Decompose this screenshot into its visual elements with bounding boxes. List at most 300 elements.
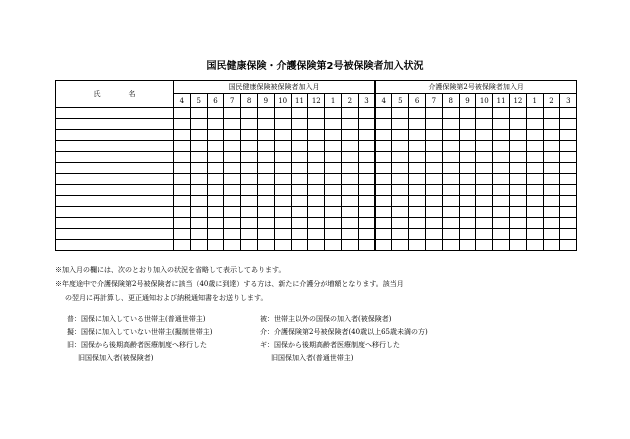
month-cell	[493, 152, 510, 163]
month-cell	[510, 108, 527, 119]
month-cell	[375, 130, 392, 141]
legend-right	[260, 313, 428, 365]
month-cell	[174, 229, 191, 240]
month-cell	[476, 240, 493, 251]
name-cell	[56, 108, 174, 119]
month-cell	[493, 163, 510, 174]
legend-item-kyu-cont: 旧国保加入者(被保険者)	[78, 354, 154, 362]
note-line-1: ※加入月の欄には、次のとおり加入の状況を省略して表示してあります。	[55, 266, 286, 274]
notes	[55, 263, 575, 305]
month-cell	[241, 207, 258, 218]
month-cell	[459, 108, 476, 119]
month-cell	[442, 240, 459, 251]
month-cell	[241, 218, 258, 229]
month-cell	[392, 229, 409, 240]
month-cell	[174, 174, 191, 185]
month-cell	[543, 119, 560, 130]
month-cell	[459, 152, 476, 163]
month-cell	[375, 185, 392, 196]
month-cell	[257, 207, 274, 218]
month-cell	[375, 119, 392, 130]
month-cell	[224, 196, 241, 207]
month-cell	[442, 152, 459, 163]
month-cell	[325, 119, 342, 130]
month-cell	[274, 207, 291, 218]
month-cell	[476, 218, 493, 229]
month-cell	[459, 141, 476, 152]
nhi-month-header: 5	[190, 94, 207, 108]
name-header-b: 名	[128, 90, 136, 98]
name-column-header	[56, 81, 174, 108]
month-cell	[442, 229, 459, 240]
month-cell	[392, 130, 409, 141]
care-month-header: 7	[426, 94, 443, 108]
name-cell	[56, 240, 174, 251]
month-cell	[341, 174, 358, 185]
month-cell	[241, 141, 258, 152]
month-cell	[459, 163, 476, 174]
month-cell	[207, 207, 224, 218]
month-cell	[426, 229, 443, 240]
month-cell	[409, 207, 426, 218]
month-cell	[190, 218, 207, 229]
month-cell	[426, 218, 443, 229]
month-cell	[358, 174, 375, 185]
month-cell	[358, 119, 375, 130]
month-cell	[510, 174, 527, 185]
month-cell	[341, 130, 358, 141]
month-cell	[291, 185, 308, 196]
month-cell	[543, 185, 560, 196]
month-cell	[442, 141, 459, 152]
month-cell	[325, 163, 342, 174]
month-cell	[476, 229, 493, 240]
care-month-header: 9	[459, 94, 476, 108]
month-cell	[308, 207, 325, 218]
month-cell	[526, 152, 543, 163]
month-cell	[510, 196, 527, 207]
month-cell	[459, 240, 476, 251]
month-cell	[224, 119, 241, 130]
month-cell	[358, 229, 375, 240]
month-cell	[174, 163, 191, 174]
month-cell	[341, 108, 358, 119]
month-cell	[426, 185, 443, 196]
month-cell	[207, 185, 224, 196]
care-month-header: 4	[375, 94, 392, 108]
month-cell	[560, 240, 577, 251]
month-cell	[392, 141, 409, 152]
month-cell	[526, 174, 543, 185]
month-cell	[308, 108, 325, 119]
month-cell	[392, 240, 409, 251]
legend-item-kai: 介：介護保険第2号被保険者(40歳以上65歳未満の方)	[260, 328, 428, 336]
month-cell	[442, 196, 459, 207]
month-cell	[274, 218, 291, 229]
table-row	[56, 196, 577, 207]
month-cell	[358, 163, 375, 174]
month-cell	[442, 174, 459, 185]
month-cell	[291, 240, 308, 251]
table-row	[56, 207, 577, 218]
table-row	[56, 141, 577, 152]
month-cell	[526, 130, 543, 141]
month-cell	[207, 196, 224, 207]
name-cell	[56, 152, 174, 163]
name-cell	[56, 174, 174, 185]
nhi-month-header: 7	[224, 94, 241, 108]
month-cell	[291, 196, 308, 207]
month-cell	[510, 240, 527, 251]
month-cell	[190, 141, 207, 152]
month-cell	[409, 108, 426, 119]
legend-item-gisei: 擬：国保に加入していない世帯主(擬制世帯主)	[67, 328, 213, 336]
month-cell	[459, 174, 476, 185]
month-cell	[392, 174, 409, 185]
care-month-header: 2	[543, 94, 560, 108]
month-cell	[224, 141, 241, 152]
month-cell	[325, 196, 342, 207]
month-cell	[358, 196, 375, 207]
nhi-month-header: 6	[207, 94, 224, 108]
month-cell	[442, 207, 459, 218]
table-row	[56, 174, 577, 185]
month-cell	[325, 229, 342, 240]
month-cell	[257, 130, 274, 141]
month-cell	[409, 152, 426, 163]
month-cell	[207, 108, 224, 119]
month-cell	[308, 185, 325, 196]
month-cell	[341, 207, 358, 218]
month-cell	[459, 229, 476, 240]
month-cell	[543, 108, 560, 119]
month-cell	[409, 229, 426, 240]
month-cell	[241, 196, 258, 207]
month-cell	[325, 218, 342, 229]
month-cell	[241, 119, 258, 130]
month-cell	[291, 229, 308, 240]
month-cell	[543, 174, 560, 185]
month-cell	[257, 152, 274, 163]
month-cell	[274, 240, 291, 251]
month-cell	[257, 141, 274, 152]
month-cell	[241, 229, 258, 240]
care-month-header: 10	[476, 94, 493, 108]
nhi-month-header: 3	[358, 94, 375, 108]
month-cell	[459, 119, 476, 130]
month-cell	[291, 141, 308, 152]
legend-left	[67, 313, 212, 365]
table-header-row-1	[56, 81, 577, 94]
month-cell	[308, 240, 325, 251]
month-cell	[510, 152, 527, 163]
month-cell	[224, 163, 241, 174]
month-cell	[207, 141, 224, 152]
name-cell	[56, 130, 174, 141]
month-cell	[543, 141, 560, 152]
month-cell	[476, 163, 493, 174]
table-row	[56, 119, 577, 130]
month-cell	[409, 163, 426, 174]
month-cell	[375, 174, 392, 185]
month-cell	[207, 240, 224, 251]
month-cell	[341, 119, 358, 130]
month-cell	[257, 174, 274, 185]
month-cell	[308, 163, 325, 174]
month-cell	[241, 130, 258, 141]
month-cell	[426, 174, 443, 185]
month-cell	[241, 108, 258, 119]
month-cell	[308, 152, 325, 163]
month-cell	[426, 240, 443, 251]
month-cell	[375, 163, 392, 174]
care-month-header: 1	[526, 94, 543, 108]
month-cell	[493, 207, 510, 218]
month-cell	[459, 130, 476, 141]
month-cell	[325, 141, 342, 152]
month-cell	[190, 130, 207, 141]
month-cell	[476, 196, 493, 207]
month-cell	[476, 108, 493, 119]
month-cell	[543, 130, 560, 141]
month-cell	[358, 240, 375, 251]
care-group-header: 介護保険第2号被保険者加入月	[375, 81, 577, 94]
month-cell	[543, 152, 560, 163]
month-cell	[476, 152, 493, 163]
month-cell	[341, 218, 358, 229]
name-cell	[56, 185, 174, 196]
nhi-group-header: 国民健康保険被保険者加入月	[174, 81, 376, 94]
month-cell	[493, 174, 510, 185]
month-cell	[341, 196, 358, 207]
month-cell	[274, 163, 291, 174]
month-cell	[174, 207, 191, 218]
month-cell	[207, 218, 224, 229]
month-cell	[493, 108, 510, 119]
month-cell	[560, 108, 577, 119]
month-cell	[409, 141, 426, 152]
month-cell	[543, 207, 560, 218]
table-row	[56, 163, 577, 174]
name-cell	[56, 119, 174, 130]
month-cell	[526, 185, 543, 196]
month-cell	[207, 229, 224, 240]
month-cell	[241, 174, 258, 185]
month-cell	[442, 218, 459, 229]
month-cell	[358, 207, 375, 218]
month-cell	[190, 185, 207, 196]
month-cell	[426, 130, 443, 141]
month-cell	[325, 207, 342, 218]
month-cell	[174, 240, 191, 251]
month-cell	[207, 163, 224, 174]
month-cell	[224, 130, 241, 141]
month-cell	[442, 119, 459, 130]
month-cell	[224, 229, 241, 240]
month-cell	[274, 174, 291, 185]
month-cell	[274, 141, 291, 152]
month-cell	[526, 108, 543, 119]
care-month-header: 3	[560, 94, 577, 108]
month-cell	[174, 141, 191, 152]
month-cell	[174, 130, 191, 141]
month-cell	[476, 130, 493, 141]
month-cell	[560, 119, 577, 130]
month-cell	[426, 196, 443, 207]
month-cell	[325, 185, 342, 196]
month-cell	[526, 119, 543, 130]
name-cell	[56, 207, 174, 218]
month-cell	[190, 152, 207, 163]
legend-item-gi-cont: 旧国保加入者(普通世帯主)	[271, 354, 354, 362]
month-cell	[341, 152, 358, 163]
month-cell	[543, 240, 560, 251]
month-cell	[510, 119, 527, 130]
month-cell	[493, 185, 510, 196]
month-cell	[375, 240, 392, 251]
month-cell	[190, 174, 207, 185]
table-row	[56, 229, 577, 240]
month-cell	[224, 240, 241, 251]
month-cell	[493, 130, 510, 141]
month-cell	[358, 130, 375, 141]
month-cell	[459, 207, 476, 218]
month-cell	[476, 141, 493, 152]
month-cell	[426, 207, 443, 218]
month-cell	[493, 196, 510, 207]
care-month-header: 6	[409, 94, 426, 108]
name-cell	[56, 229, 174, 240]
month-cell	[526, 207, 543, 218]
month-cell	[426, 152, 443, 163]
month-cell	[526, 196, 543, 207]
month-cell	[375, 218, 392, 229]
month-cell	[358, 218, 375, 229]
month-cell	[510, 141, 527, 152]
month-cell	[493, 119, 510, 130]
legend-item-hi: 被：世帯主以外の国保の加入者(被保険者)	[260, 315, 392, 323]
month-cell	[190, 207, 207, 218]
month-cell	[291, 174, 308, 185]
month-cell	[291, 108, 308, 119]
month-cell	[341, 141, 358, 152]
month-cell	[241, 240, 258, 251]
month-cell	[560, 218, 577, 229]
month-cell	[190, 119, 207, 130]
month-cell	[308, 229, 325, 240]
care-month-header: 12	[510, 94, 527, 108]
month-cell	[174, 218, 191, 229]
nhi-month-header: 1	[325, 94, 342, 108]
month-cell	[409, 174, 426, 185]
month-cell	[291, 163, 308, 174]
month-cell	[224, 218, 241, 229]
month-cell	[510, 229, 527, 240]
month-cell	[341, 163, 358, 174]
month-cell	[291, 119, 308, 130]
month-cell	[392, 163, 409, 174]
month-cell	[392, 218, 409, 229]
month-cell	[224, 185, 241, 196]
month-cell	[308, 174, 325, 185]
month-cell	[426, 141, 443, 152]
nhi-month-header: 8	[241, 94, 258, 108]
month-cell	[459, 185, 476, 196]
month-cell	[560, 229, 577, 240]
month-cell	[257, 119, 274, 130]
page-title: 国民健康保険・介護保険第2号被保険者加入状況	[206, 61, 424, 72]
month-cell	[274, 229, 291, 240]
enrollment-table	[55, 80, 577, 251]
nhi-month-header: 9	[257, 94, 274, 108]
month-cell	[526, 163, 543, 174]
month-cell	[543, 196, 560, 207]
month-cell	[257, 229, 274, 240]
month-cell	[325, 152, 342, 163]
month-cell	[207, 130, 224, 141]
month-cell	[392, 196, 409, 207]
month-cell	[493, 141, 510, 152]
table-row	[56, 152, 577, 163]
month-cell	[392, 207, 409, 218]
month-cell	[375, 207, 392, 218]
month-cell	[409, 119, 426, 130]
month-cell	[241, 163, 258, 174]
month-cell	[174, 119, 191, 130]
month-cell	[426, 119, 443, 130]
month-cell	[174, 185, 191, 196]
month-cell	[257, 108, 274, 119]
month-cell	[190, 240, 207, 251]
month-cell	[190, 108, 207, 119]
legend-item-gi: ギ：国保から後期高齢者医療制度へ移行した	[260, 341, 400, 349]
month-cell	[341, 185, 358, 196]
month-cell	[308, 218, 325, 229]
month-cell	[291, 152, 308, 163]
month-cell	[308, 141, 325, 152]
month-cell	[510, 207, 527, 218]
month-cell	[560, 152, 577, 163]
table-row	[56, 240, 577, 251]
month-cell	[207, 152, 224, 163]
care-month-header: 5	[392, 94, 409, 108]
month-cell	[493, 229, 510, 240]
month-cell	[409, 196, 426, 207]
month-cell	[358, 141, 375, 152]
month-cell	[560, 141, 577, 152]
table-row	[56, 130, 577, 141]
month-cell	[190, 163, 207, 174]
month-cell	[442, 108, 459, 119]
month-cell	[375, 152, 392, 163]
month-cell	[543, 163, 560, 174]
month-cell	[375, 196, 392, 207]
month-cell	[207, 119, 224, 130]
month-cell	[241, 152, 258, 163]
month-cell	[560, 207, 577, 218]
month-cell	[375, 108, 392, 119]
nhi-month-header: 12	[308, 94, 325, 108]
month-cell	[426, 163, 443, 174]
month-cell	[207, 174, 224, 185]
month-cell	[409, 185, 426, 196]
month-cell	[174, 196, 191, 207]
month-cell	[358, 185, 375, 196]
month-cell	[274, 108, 291, 119]
month-cell	[224, 152, 241, 163]
nhi-month-header: 2	[341, 94, 358, 108]
month-cell	[174, 108, 191, 119]
